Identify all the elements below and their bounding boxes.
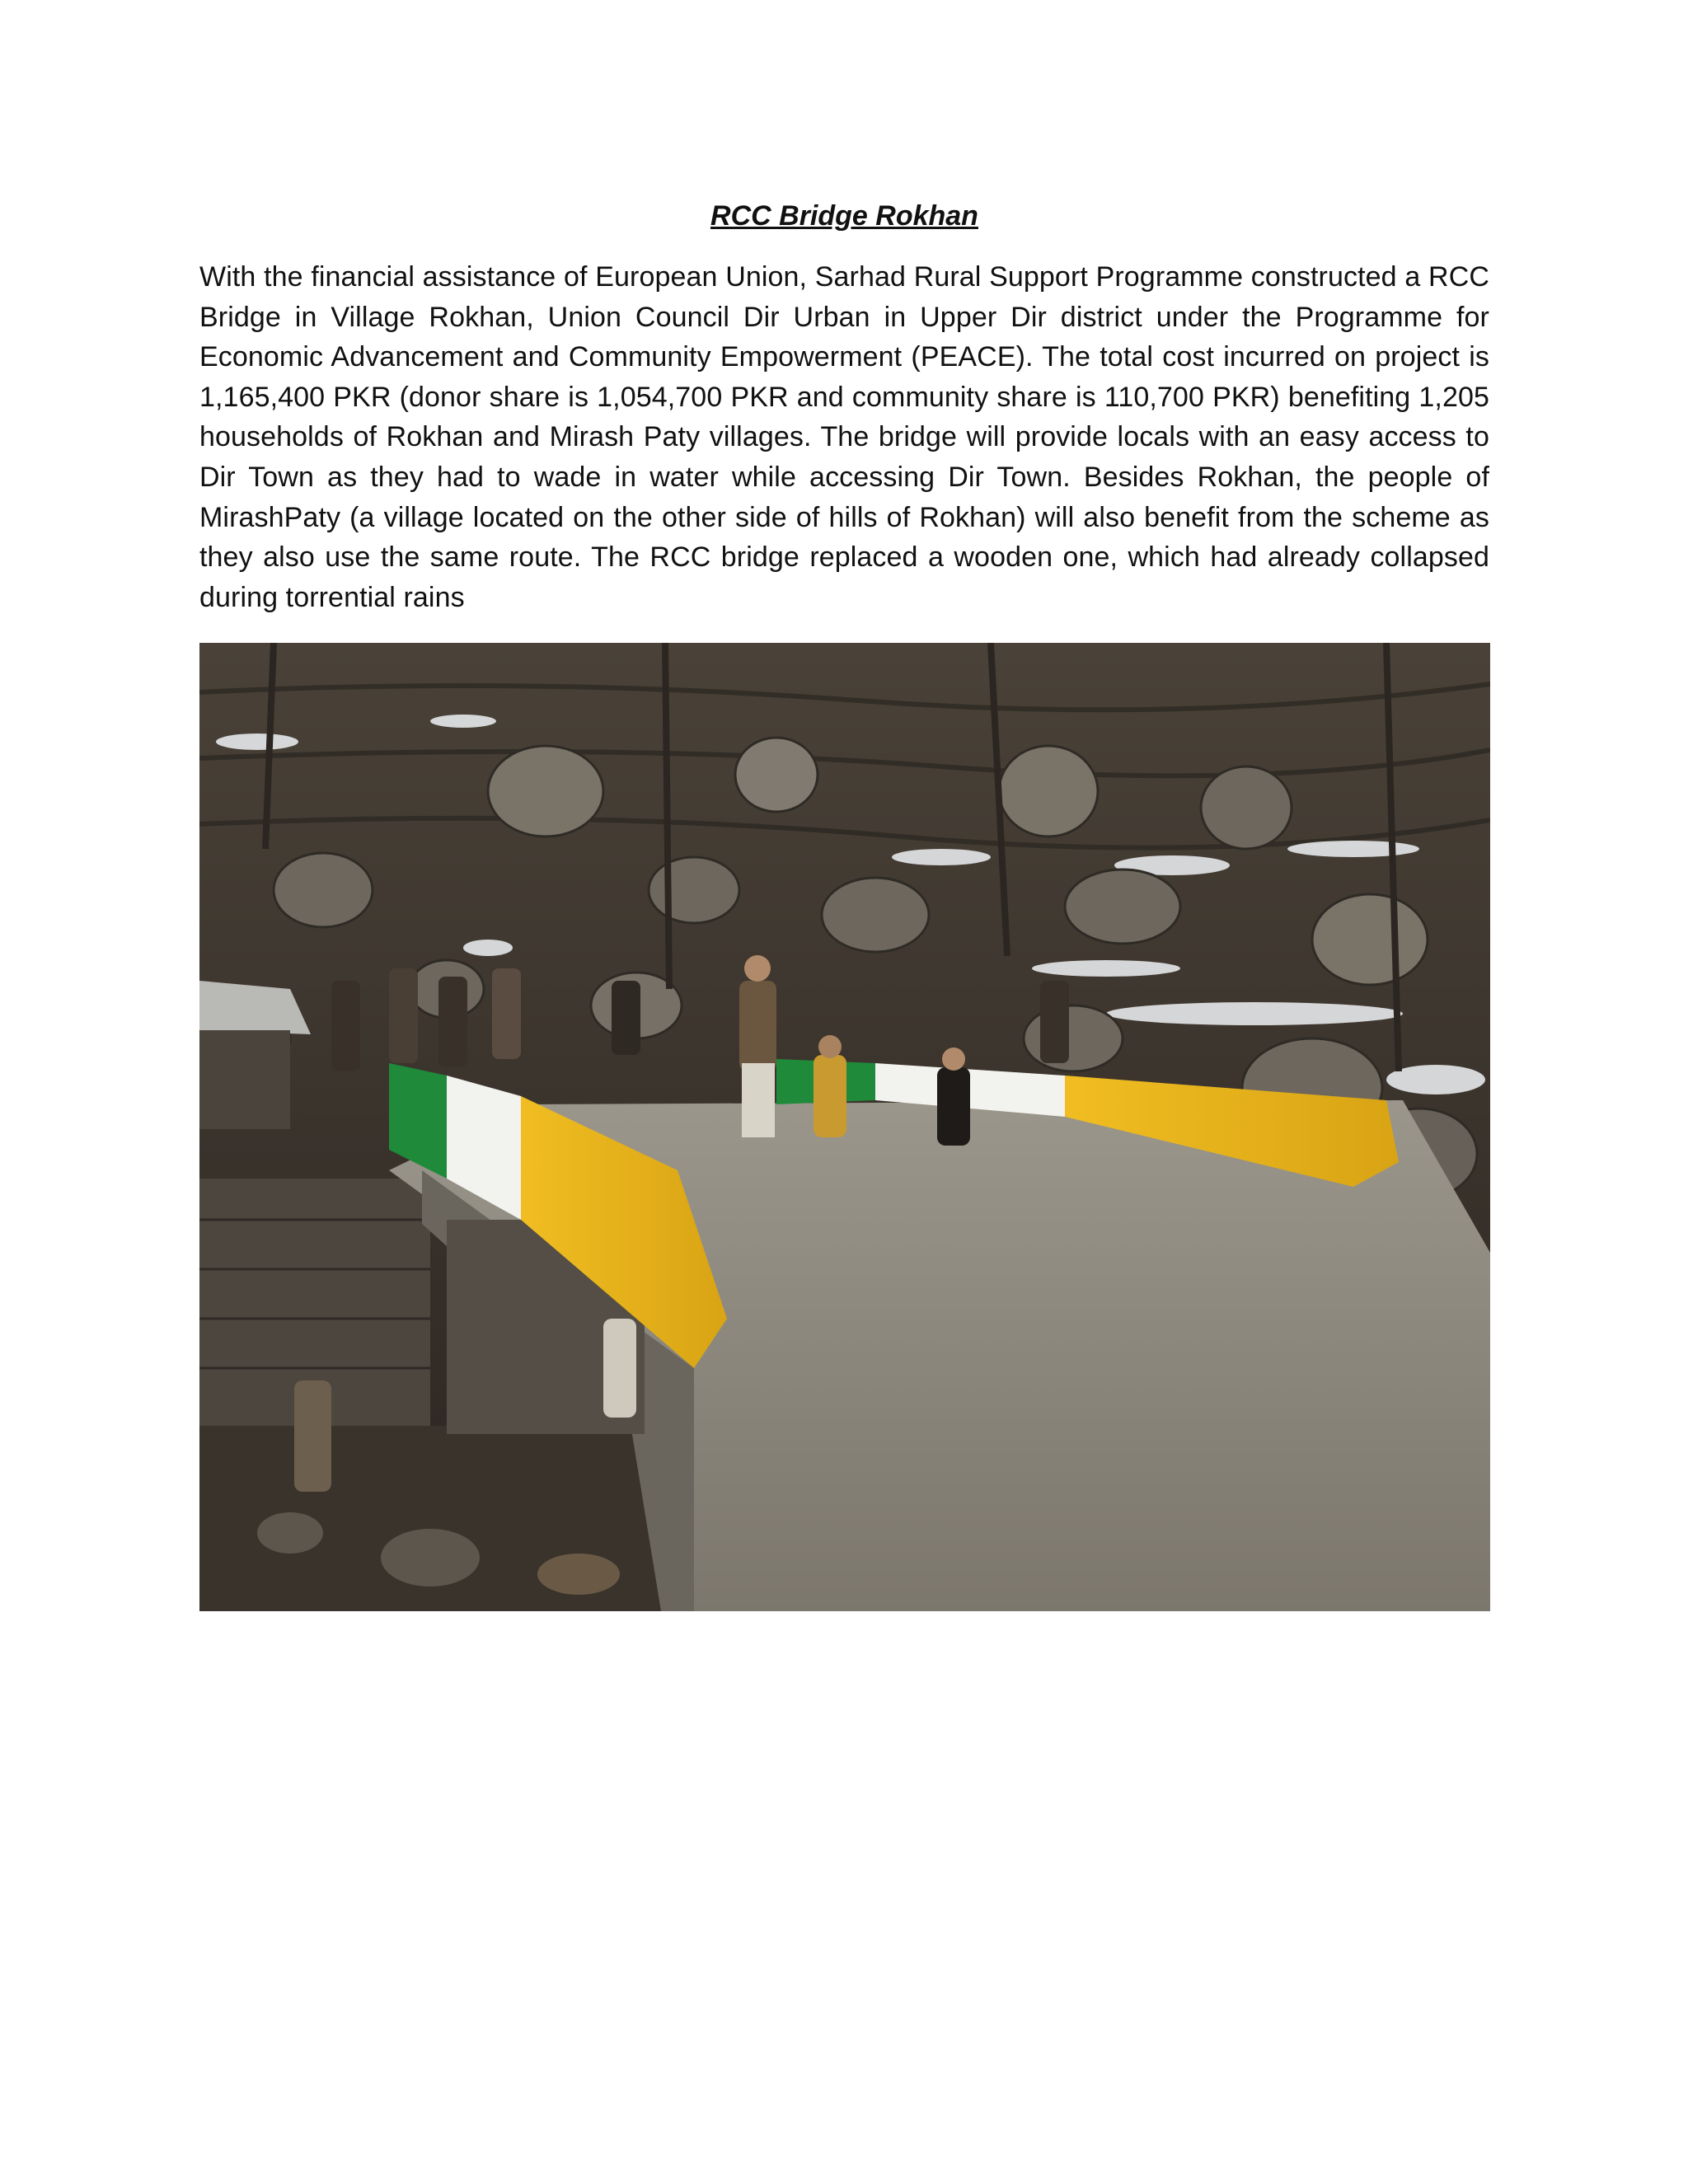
document-title: RCC Bridge Rokhan: [710, 200, 978, 232]
bridge-photo-illustration: [199, 643, 1490, 1611]
body-paragraph: With the financial assistance of European Union, Sarhad Rural Support Programme constructed a RCC Bridge in Village Rokhan, Union Council Dir Urban in Upper Dir district under the Programme for Economic Advancement and Community Empowerment (PEACE). The total cost incurred on project is 1,165,400 PKR (donor share is 1,054,700 PKR and community share is 110,700 PKR) benefiting 1,205 households of Rokhan and Mirash Paty villages. The bridge will provide locals with an easy access to Dir Town as they had to wade in water while accessing Dir Town. Besides Rokhan, the people of MirashPaty (a village located on the other side of hills of Rokhan) will also benefit from the scheme as they also use the same route. The RCC bridge replaced a wooden one, which had already collapsed during torrential rains: [199, 261, 1489, 613]
bridge-photo: [199, 643, 1490, 1611]
